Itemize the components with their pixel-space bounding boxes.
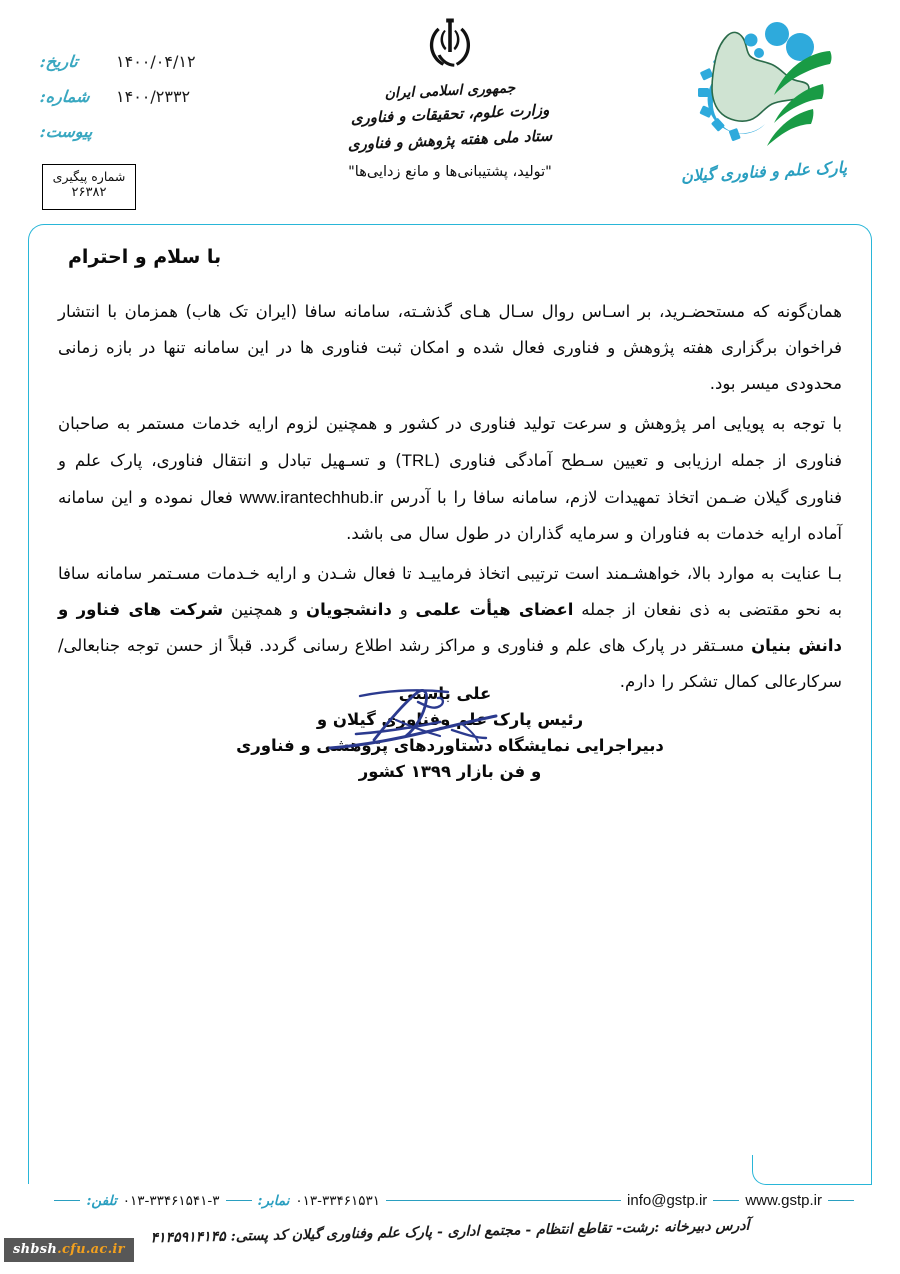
paragraph-2-part-c: فعال نموده و این سامانه آماده ارایه خدمات به فناوران و سرمایه گذاران در طول سال می باشد. bbox=[58, 487, 842, 543]
paragraph-2-part-a: با توجه به پویایی امر پژوهش و سرعت تولید فناوری در کشور و همچنین لزوم ارایه خدمات مستمر به صاحبان فناوری از جمله ارزیابی و تعیین سـطح آمادگی فناوری ( bbox=[58, 413, 842, 470]
footer-fax-label: نمابر: bbox=[257, 1192, 290, 1209]
students-emphasis: دانشجویان bbox=[306, 599, 392, 619]
park-logo-caption: پارک علم و فناوری گیلان bbox=[680, 157, 848, 186]
source-watermark bbox=[4, 1238, 134, 1262]
date-value: ۱۴۰۰/۰۴/۱۲ bbox=[116, 52, 196, 71]
number-value: ۱۴۰۰/۲۳۳۲ bbox=[116, 87, 191, 106]
signer-name: علی باستی bbox=[398, 684, 492, 703]
greeting-line: با سلام و احترام bbox=[68, 246, 222, 268]
footer-phone-label: تلفن: bbox=[86, 1192, 117, 1209]
ministry-line-3: ستاد ملی هفته پژوهش و فناوری bbox=[347, 126, 553, 154]
paragraph-1: همان‌گونه که مستحضـرید، بر اسـاس روال سـال هـای گذشـته، سامانه سافا (ایران تک هاب) همزمان با انتشار فراخوان برگزاری هفته پژوهش و فناوری فعال شده و امکان ثبت فناوری ها در این سامانه تنها در بازه زمانی محدودی میسر بود. bbox=[58, 302, 842, 393]
ministry-heading-block bbox=[280, 18, 620, 180]
footer-divider-long bbox=[386, 1200, 621, 1201]
number-row bbox=[40, 87, 300, 106]
signer-role-line-1: رئیس پارک علم وفناوری گیلان و bbox=[316, 710, 584, 729]
irantechhub-url[interactable]: www.irantechhub.ir bbox=[239, 487, 384, 507]
trl-acronym: TRL bbox=[401, 450, 434, 470]
footer-website[interactable]: www.gstp.ir bbox=[745, 1192, 822, 1209]
letter-body bbox=[58, 238, 842, 704]
footer-contact-row bbox=[46, 1192, 854, 1209]
paragraph-3-part-c: و همچنین bbox=[223, 599, 307, 619]
tracking-number: ۲۶۳۸۲ bbox=[71, 184, 107, 200]
content-frame-bottom-right bbox=[752, 1155, 872, 1185]
letter-header bbox=[0, 0, 900, 225]
year-slogan: "تولید، پشتیبانی‌ها و مانع زدایی‌ها" bbox=[348, 164, 552, 181]
paragraph-2-part-b: ) و تسـهیل تبادل و انتقال فناوری، پارک علم و فناوری گیلان ضـمن اتخاذ تمهیدات لازم، سامانه سافا را با آدرس bbox=[58, 450, 842, 507]
park-logo-block bbox=[664, 14, 864, 186]
iran-emblem-icon bbox=[280, 18, 620, 80]
header-meta-block bbox=[40, 52, 300, 145]
tracking-number-box bbox=[42, 164, 136, 210]
watermark-part-1: shbsh bbox=[13, 1242, 58, 1257]
footer-email[interactable]: info@gstp.ir bbox=[627, 1192, 708, 1209]
attachment-row bbox=[40, 122, 300, 141]
paragraph-3-part-d: مسـتقر در پارک های علم و فناوری و مراکز رشد اطلاع رسانی گردد. قبلاً از حسن توجه جنابعالی/ سرکارعالی کمال تشکر را دارم. bbox=[58, 635, 842, 691]
paragraph-3-part-a: بـا عنایت به موارد بالا، خواهشـمند است ترتیبی اتخاذ فرماییـد تا فعال شـدن و ارایه خـدمات مسـتمر سامانه سافا به نحو مقتضی به ذی نفعان از جمله bbox=[58, 563, 842, 619]
paragraph-3-part-b: و bbox=[391, 599, 416, 619]
footer-fax-value: ۰۱۳-۳۳۴۶۱۵۳۱ bbox=[295, 1192, 381, 1209]
footer-divider-mid1 bbox=[713, 1200, 739, 1201]
signer-role-line-2: دبیراجرایی نمایشگاه دستاوردهای پژوهشی و فناوری bbox=[236, 736, 664, 755]
watermark-part-2: .cfu.ac.ir bbox=[57, 1242, 125, 1257]
ministry-line-2: وزارت علوم، تحقیقات و فناوری bbox=[350, 101, 550, 128]
footer-divider-right bbox=[54, 1200, 80, 1201]
tracking-label: شماره پیگیری bbox=[52, 169, 126, 184]
date-row bbox=[40, 52, 300, 71]
number-label: شماره: bbox=[39, 87, 91, 106]
knowledge-companies-emphasis: شرکت های فناور و دانش بنیان bbox=[58, 599, 842, 655]
faculty-members-emphasis: اعضای هیأت علمی bbox=[415, 599, 574, 619]
date-label: تاریخ: bbox=[39, 52, 79, 71]
ministry-line-1: جمهوری اسلامی ایران bbox=[384, 80, 516, 102]
attachment-label: پیوست: bbox=[39, 122, 94, 141]
paragraph-3 bbox=[58, 556, 842, 700]
paragraph-2 bbox=[58, 406, 842, 552]
signature-block bbox=[0, 684, 900, 781]
footer-address: آدرس دبیرخانه :رشت- تقاطع انتظام - مجتمع اداری - پارک علم وفناوری گیلان کد پستی: ۴۱۴۵۹۱۴۱۴۵ bbox=[150, 1217, 750, 1247]
footer-divider-mid2 bbox=[226, 1200, 252, 1201]
signer-role-line-3: و فن بازار ۱۳۹۹ کشور bbox=[358, 762, 542, 781]
letter-footer bbox=[0, 1186, 900, 1274]
footer-phone-value: ۰۱۳-۳۳۴۶۱۵۴۱-۳ bbox=[122, 1192, 220, 1209]
footer-divider-left bbox=[828, 1200, 854, 1201]
